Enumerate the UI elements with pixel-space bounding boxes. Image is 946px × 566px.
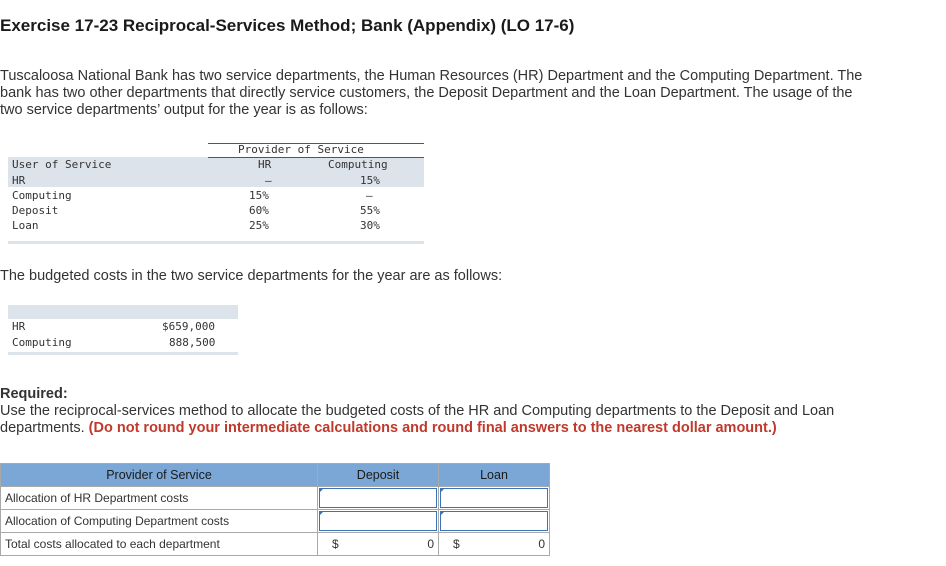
total-deposit-value: 0 (427, 537, 434, 551)
exercise-title: Exercise 17-23 Reciprocal-Services Method; Bank (Appendix) (LO 17-6) (0, 16, 575, 35)
currency-symbol: $ (332, 537, 339, 551)
usage-table (8, 143, 424, 245)
hr-deposit-input[interactable] (318, 487, 439, 510)
budget-label: HR (12, 320, 26, 333)
cell-computing: 55% (360, 204, 380, 217)
total-loan-value: 0 (538, 537, 545, 551)
currency-symbol: $ (453, 537, 460, 551)
cell-computing: 15% (360, 174, 380, 187)
cell-hr: 25% (249, 219, 269, 232)
row-label: Allocation of HR Department costs (1, 487, 318, 510)
budget-value: $659,000 (162, 320, 215, 333)
intro-paragraph (0, 68, 862, 119)
hr-loan-input[interactable] (439, 487, 550, 510)
cell-hr: 15% (249, 189, 269, 202)
budget-label: Computing (12, 336, 72, 349)
cell-hr: — (265, 174, 272, 187)
header-loan: Loan (439, 464, 550, 487)
required-text: departments. (0, 420, 85, 436)
intro-line: two service departments’ output for the year is as follows: (0, 102, 368, 118)
cell-computing: — (366, 189, 373, 202)
computing-loan-input[interactable] (439, 510, 550, 533)
header-provider: Provider of Service (1, 464, 318, 487)
required-line-2 (0, 420, 834, 437)
col-computing-header: Computing (328, 158, 388, 171)
row-label: Loan (12, 219, 39, 232)
total-deposit (318, 533, 439, 556)
intro-line: bank has two other departments that directly service customers, the Deposit Department and the Loan Department. The usage of the (0, 85, 853, 101)
budget-intro: The budgeted costs in the two service departments for the year are as follows: (0, 268, 503, 284)
provider-group-header: Provider of Service (238, 143, 364, 156)
cell-computing: 30% (360, 219, 380, 232)
row-label: Allocation of Computing Department costs (1, 510, 318, 533)
cell-hr: 60% (249, 204, 269, 217)
user-of-service-header: User of Service (12, 158, 112, 171)
intro-line: Tuscaloosa National Bank has two service departments, the Human Resources (HR) Department and the Computing Department. The (0, 68, 863, 84)
budget-table (8, 305, 238, 355)
required-section (0, 386, 834, 437)
col-hr-header: HR (258, 158, 272, 171)
rounding-note: (Do not round your intermediate calculations and round final answers to the nearest dollar amount.) (88, 420, 777, 436)
header-deposit: Deposit (318, 464, 439, 487)
required-heading: Required: (0, 386, 68, 402)
row-label: Computing (12, 189, 72, 202)
answer-table (0, 463, 550, 556)
total-label: Total costs allocated to each department (1, 533, 318, 556)
computing-deposit-input[interactable] (318, 510, 439, 533)
row-label: HR (12, 174, 26, 187)
required-line: Use the reciprocal-services method to allocate the budgeted costs of the HR and Computing departments to the Deposit and Loan (0, 403, 835, 419)
budget-value: 888,500 (169, 336, 216, 349)
total-loan (439, 533, 550, 556)
row-label: Deposit (12, 204, 59, 217)
